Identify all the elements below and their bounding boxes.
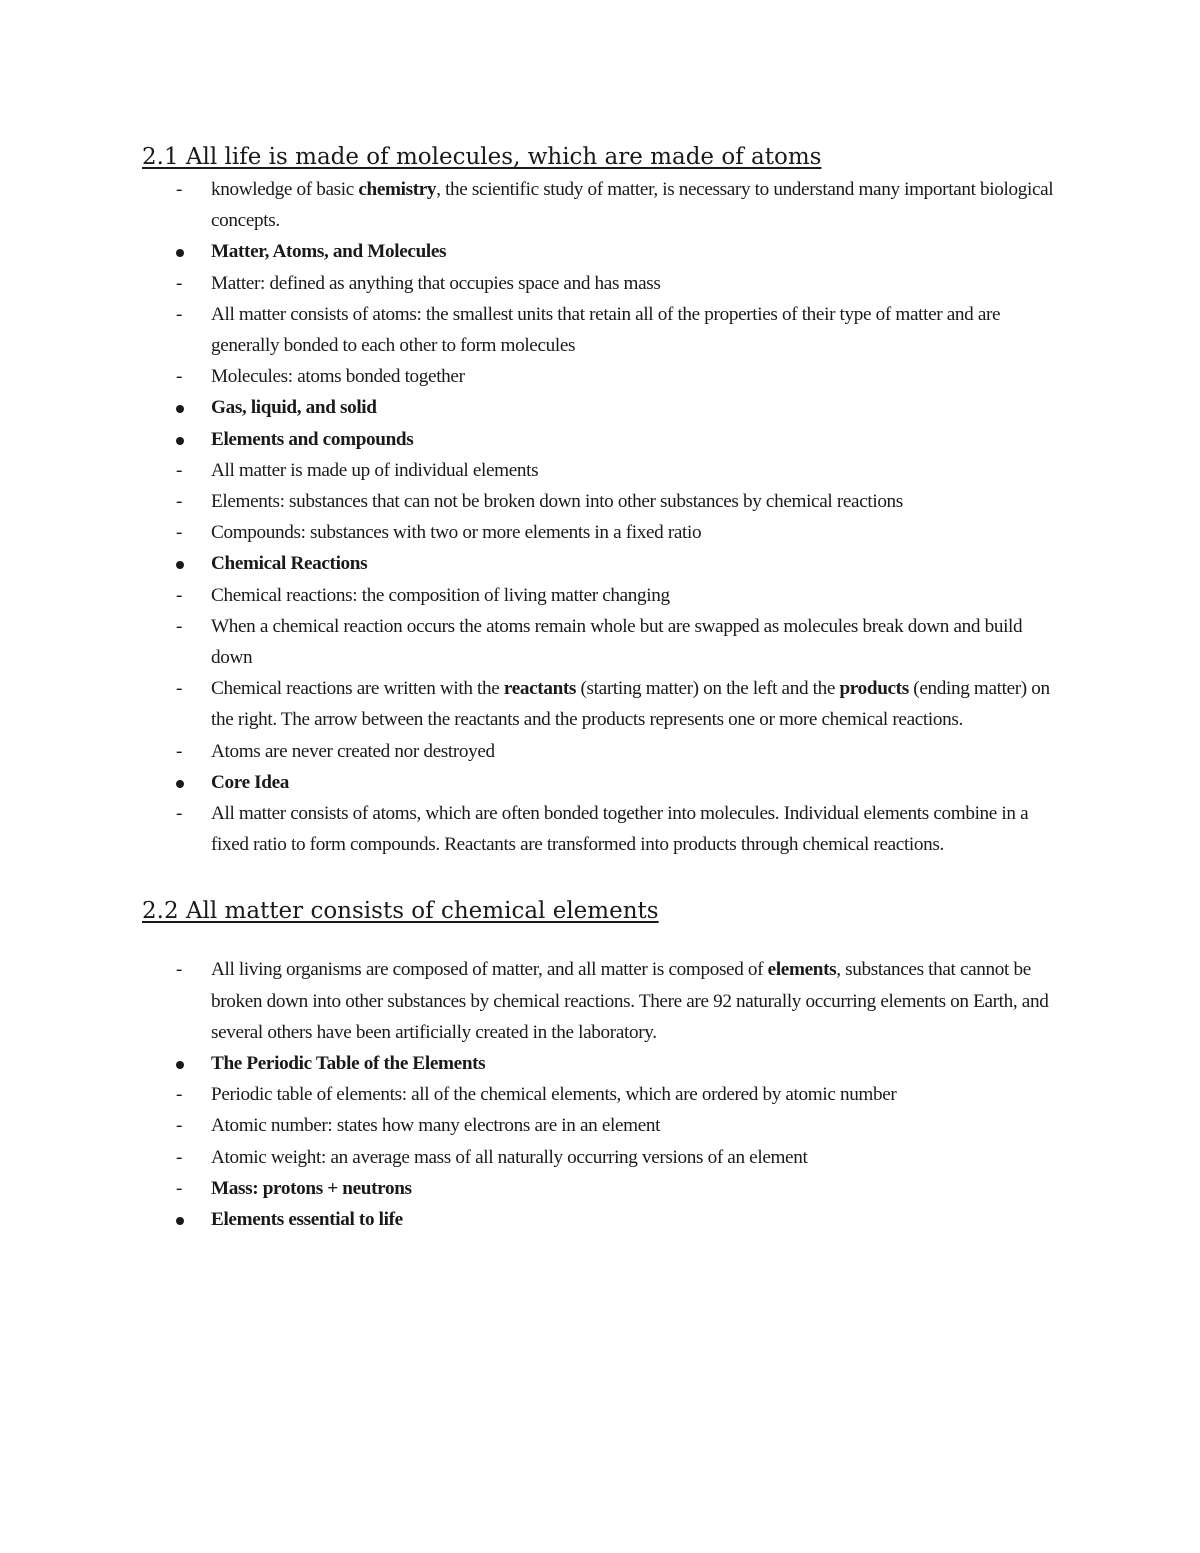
text: Matter: defined as anything that occupies space and has mass: [211, 272, 661, 294]
bold-text: chemistry: [358, 179, 437, 200]
text: All matter consists of atoms, which are often bonded together into molecules. Individual elements combine in a fixed ratio to form compounds. Reactants are transformed into products through chemical reactions.: [211, 803, 1029, 856]
note-item: [142, 736, 1062, 767]
section-heading-2-1: 2.1 All life is made of molecules, which are made of atoms: [142, 144, 822, 170]
section-gap: [142, 860, 1062, 894]
text: All living organisms are composed of matter, and all matter is composed of: [211, 959, 768, 981]
note-item: [142, 580, 1062, 611]
dash-icon: [176, 517, 196, 548]
note-item: [142, 268, 1062, 299]
note-item: [142, 1173, 1062, 1204]
text: knowledge of basic: [211, 179, 359, 200]
note-item: [142, 1110, 1062, 1141]
subheading-item: [142, 392, 1062, 423]
dash-icon: [176, 455, 196, 486]
section-2-1-list: [142, 174, 1062, 860]
subheading-item: [142, 1204, 1062, 1235]
subheading-item: [142, 767, 1062, 798]
text: All matter is made up of individual elements: [211, 459, 539, 481]
bold-text: Core Idea: [211, 771, 290, 793]
note-item: [142, 517, 1062, 548]
dash-icon: [176, 611, 196, 642]
dash-icon: [176, 268, 196, 299]
section-2-2-list: [142, 954, 1062, 1235]
dash-icon: [176, 673, 196, 704]
bold-text: Elements and compounds: [211, 428, 414, 450]
note-item: [142, 673, 1062, 735]
note-item: [142, 954, 1062, 1048]
note-item: [142, 798, 1062, 860]
text: Chemical reactions: the composition of living matter changing: [211, 584, 670, 606]
bold-text: reactants: [503, 678, 577, 700]
text: (ending matter) on the right. The arrow between the reactants and the products represents one or more chemical reactions.: [211, 678, 1050, 731]
text: (starting matter) on the left and the: [576, 678, 840, 700]
text: Molecules: atoms bonded together: [211, 366, 465, 388]
section-heading-2-2: 2.2 All matter consists of chemical elements: [142, 898, 659, 925]
text: All matter consists of atoms: the smallest units that retain all of the properties of their type of matter and are generally bonded to each other to form molecules: [211, 303, 1001, 357]
text: When a chemical reaction occurs the atoms remain whole but are swapped as molecules break down and build down: [211, 615, 1023, 669]
text: Elements: substances that can not be broken down into other substances by chemical reactions: [211, 491, 903, 513]
subheading-item: [142, 236, 1062, 267]
dash-icon: [176, 486, 196, 517]
dash-icon: [176, 1173, 196, 1204]
text: Atomic weight: an average mass of all naturally occurring versions of an element: [211, 1146, 808, 1168]
bold-text: Elements essential to life: [211, 1209, 403, 1231]
bold-text: Mass: protons + neutrons: [211, 1177, 412, 1199]
note-item: [142, 299, 1062, 361]
text: Atomic number: states how many electrons are in an element: [211, 1115, 661, 1137]
bold-text: Chemical Reactions: [211, 553, 368, 575]
document-page: [142, 140, 1062, 1235]
subheading-item: [142, 1048, 1062, 1079]
note-item: [142, 1079, 1062, 1110]
text: , the scientific study of matter, is necessary to understand many important biological concepts.: [211, 179, 1054, 232]
dash-icon: [176, 1142, 196, 1173]
subheading-item: [142, 548, 1062, 579]
note-item: [142, 174, 1062, 236]
dash-icon: [176, 361, 196, 392]
bold-text: Matter, Atoms, and Molecules: [211, 241, 447, 263]
text: Chemical reactions are written with the: [211, 678, 504, 700]
subheading-item: [142, 424, 1062, 455]
bold-text: Gas, liquid, and solid: [211, 397, 377, 419]
note-item: [142, 1142, 1062, 1173]
text: Atoms are never created nor destroyed: [211, 740, 495, 762]
dash-icon: [176, 580, 196, 611]
dash-icon: [176, 174, 196, 205]
text: Periodic table of elements: all of the chemical elements, which are ordered by atomic number: [211, 1084, 897, 1106]
note-item: [142, 455, 1062, 486]
dash-icon: [176, 1110, 196, 1141]
dash-icon: [176, 954, 196, 985]
text: , substances that cannot be broken down into other substances by chemical reactions. There are 92 naturally occurring elements on Earth, and several others have been artificially created in the laboratory.: [211, 959, 1049, 1043]
bold-text: The Periodic Table of the Elements: [211, 1053, 486, 1075]
heading-gap: [142, 928, 1062, 954]
note-item: [142, 611, 1062, 673]
note-item: [142, 486, 1062, 517]
dash-icon: [176, 1079, 196, 1110]
note-item: [142, 361, 1062, 392]
dash-icon: [176, 299, 196, 330]
dash-icon: [176, 736, 196, 767]
text: Compounds: substances with two or more elements in a fixed ratio: [211, 522, 702, 544]
bold-text: products: [839, 678, 909, 700]
bold-text: elements: [767, 959, 837, 981]
dash-icon: [176, 798, 196, 829]
